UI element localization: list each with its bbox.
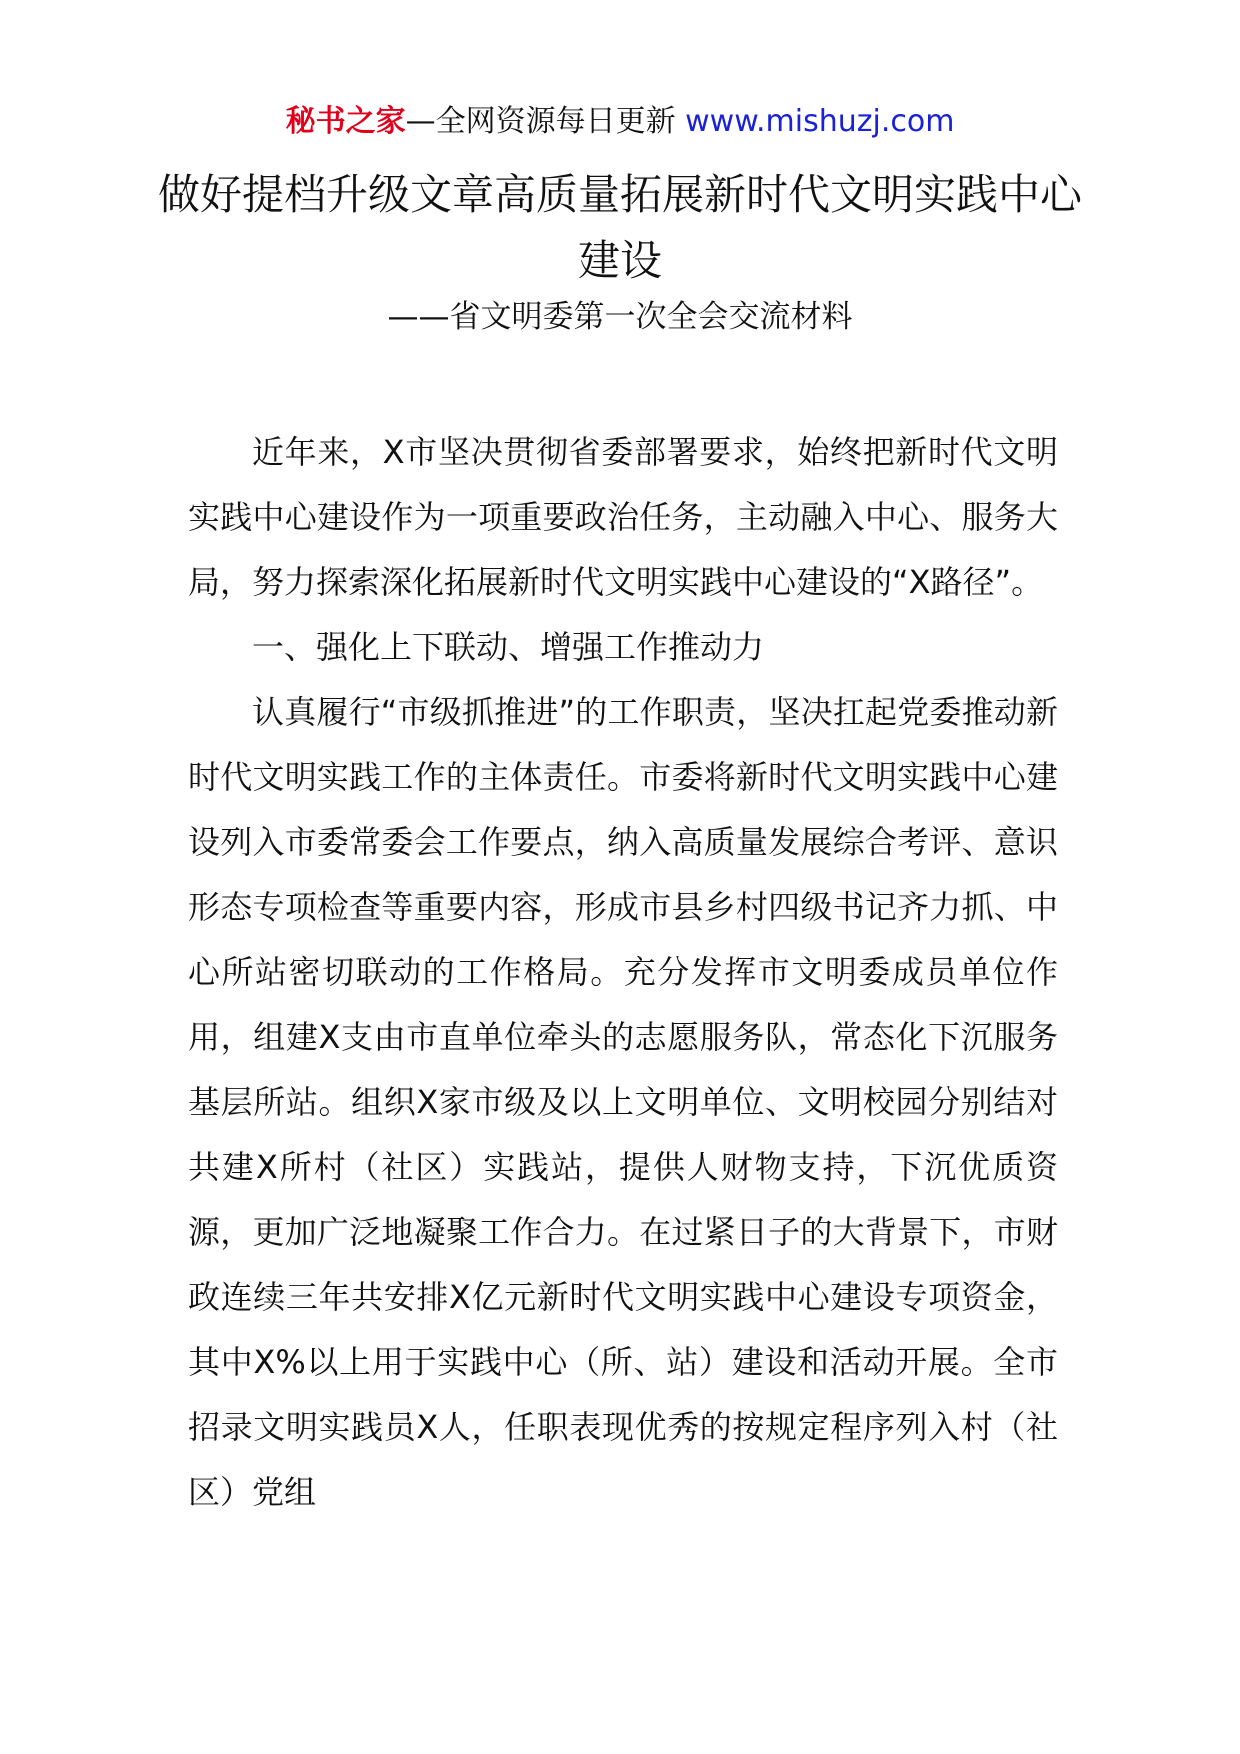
document-subtitle: ——省文明委第一次全会交流材料 (387, 299, 853, 335)
document-body (188, 420, 1058, 1525)
document-title: 做好提档升级文章高质量拓展新时代文明实践中心建设 (157, 170, 1082, 285)
section-heading-1: 一、强化上下联动、增强工作推动力 (252, 628, 765, 666)
site-url-link[interactable]: www.mishuzj.com (685, 104, 955, 139)
section-1-paragraph: 认真履行“市级抓推进”的工作职责，坚决扛起党委推动新时代文明实践工作的主体责任。市委将新时代文明实践中心建设列入市委常委会工作要点，纳入高质量发展综合考评、意识形态专项检查等重要内容，形成市县乡村四级书记齐力抓、中心所站密切联动的工作格局。充分发挥市文明委成员单位作用，组建X支由市直单位牵头的志愿服务队，常态化下沉服务基层所站。组织X家市级及以上文明单位、文明校园分别结对共建X所村（社区）实践站，提供人财物支持，下沉优质资源，更加广泛地凝聚工作合力。在过紧日子的大背景下，市财政连续三年共安排X亿元新时代文明实践中心建设专项资金，其中X%以上用于实践中心（所、站）建设和活动开展。全市招录文明实践员X人，任职表现优秀的按规定程序列入村（社区）党组 (188, 693, 1058, 1511)
header-slogan: —全网资源每日更新 (405, 104, 676, 139)
brand-name: 秘书之家 (285, 104, 406, 139)
intro-paragraph: 近年来，X市坚决贯彻省委部署要求，始终把新时代文明实践中心建设作为一项重要政治任务，主动融入中心、服务大局，努力探索深化拓展新时代文明实践中心建设的“X路径”。 (188, 433, 1058, 601)
site-header (0, 100, 1240, 144)
